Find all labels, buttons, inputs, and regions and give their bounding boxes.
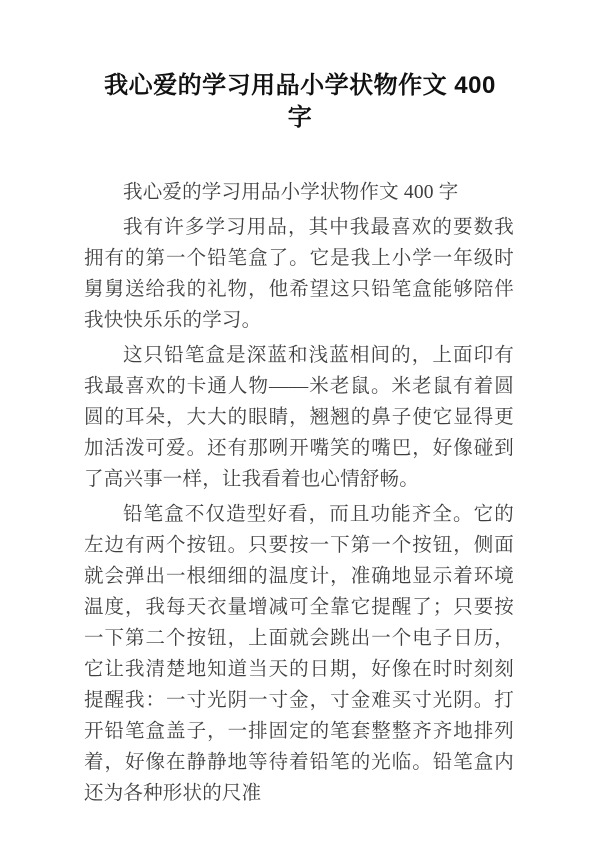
paragraph-functions: 铅笔盒不仅造型好看，而且功能齐全。它的左边有两个按钮。只要按一下第一个按钮，侧面就会弹出一根细细的温度计，准确地显示着环境温度，我每天衣量增减可全靠它提醒了；只要按一下第二个按钮，上面就会跳出一个电子日历，它让我清楚地知道当天的日期，好像在时时刻刻提醒我：一寸光阴一寸金，寸金难买寸光阴。打开铅笔盒盖子，一排固定的笔套整整齐齐地排列着，好像在静静地等待着铅笔的光临。铅笔盒内还为各种形状的尺准 (84, 504, 514, 804)
document-title-line1: 我心爱的学习用品小学状物作文 400 (104, 72, 496, 99)
paragraph-appearance: 这只铅笔盒是深蓝和浅蓝相间的，上面印有我最喜欢的卡通人物——米老鼠。米老鼠有着圆圆的耳朵，大大的眼睛，翘翘的鼻子使它显得更加活泼可爱。还有那咧开嘴笑的嘴巴，好像碰到了高兴事一样，让我看着也心情舒畅。 (84, 345, 514, 490)
document-title-line2: 字 (287, 104, 313, 131)
paragraph-intro: 我有许多学习用品，其中我最喜欢的要数我拥有的第一个铅笔盒了。它是我上小学一年级时舅舅送给我的礼物，他希望这只铅笔盒能够陪伴我快快乐乐的学习。 (84, 217, 514, 331)
document-body (84, 177, 514, 809)
paragraph-heading-repeat: 我心爱的学习用品小学状物作文 400 字 (123, 182, 459, 203)
document-title (56, 70, 544, 134)
